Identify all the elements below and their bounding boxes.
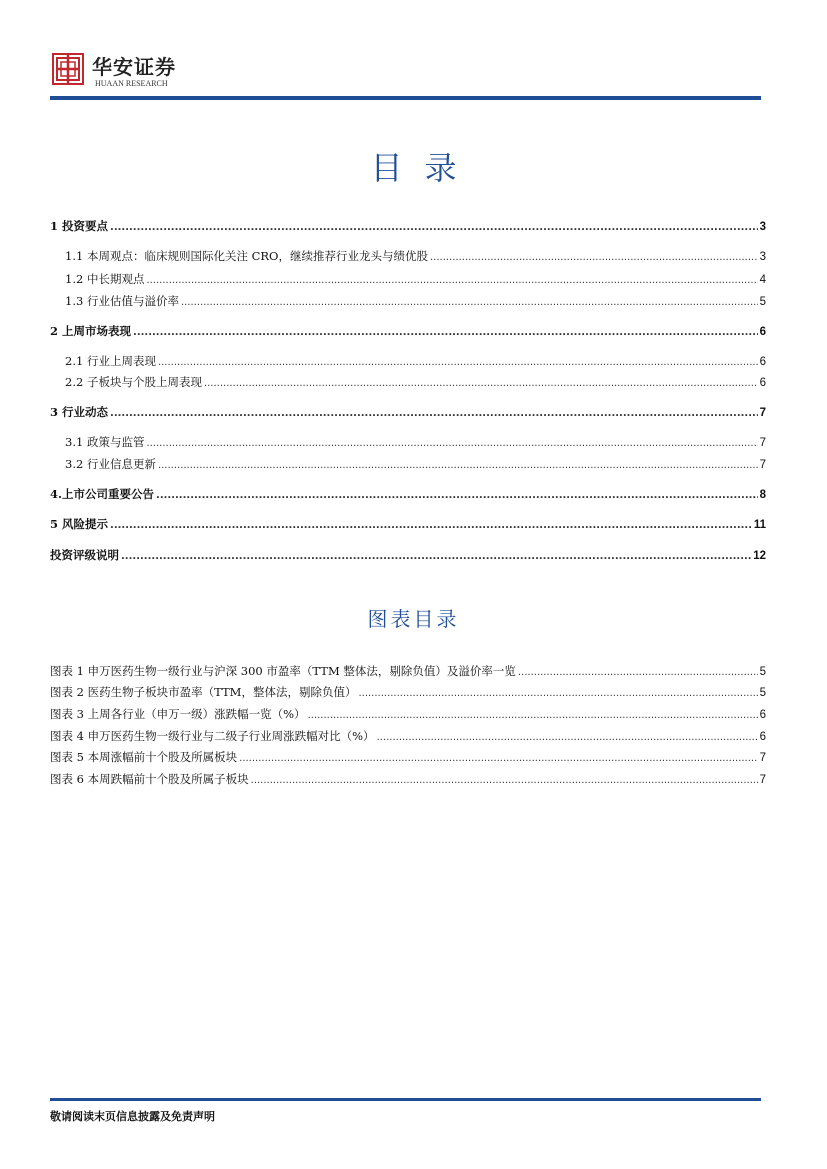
dot-leader (358, 686, 757, 702)
brand-name-cn: 华安证券 (92, 55, 176, 79)
figure-entry-page: 6 (759, 709, 766, 721)
dot-leader (251, 773, 758, 789)
dot-leader (146, 436, 757, 452)
dot-leader (156, 488, 758, 504)
dot-leader (110, 518, 752, 534)
figure-entry[interactable] (50, 749, 766, 765)
dot-leader (181, 295, 758, 311)
footer-divider (50, 1098, 761, 1101)
toc-entry[interactable] (65, 456, 766, 472)
toc-entry-page: 7 (759, 437, 766, 449)
toc-entry-page: 3 (759, 221, 766, 233)
dot-leader (158, 458, 758, 474)
toc-entry[interactable] (65, 374, 766, 390)
page-title: 目录 (370, 149, 479, 187)
toc-entry-label: 2.2 子板块与个股上周表现 (65, 375, 202, 389)
toc-entry[interactable] (50, 404, 766, 420)
dot-leader (430, 250, 758, 266)
figure-entry[interactable] (50, 771, 766, 787)
huaan-logo-icon (52, 53, 84, 85)
toc-entry[interactable] (65, 248, 766, 264)
figure-entry[interactable] (50, 684, 766, 700)
disclaimer-note: 敬请阅读末页信息披露及免责声明 (50, 1110, 215, 1123)
dot-leader (518, 665, 758, 681)
toc-entry-page: 8 (759, 489, 766, 501)
figure-entry-label: 图表 3 上周各行业（申万一级）涨跌幅一览（%） (50, 707, 306, 721)
toc-entry-label: 2 上周市场表现 (50, 324, 132, 338)
figure-entry-label: 图表 1 申万医药生物一级行业与沪深 300 市盈率（TTM 整体法，剔除负值）及溢价率一览 (50, 664, 516, 678)
toc-entry-label: 1 投资要点 (50, 219, 109, 233)
toc-entry-label: 1.2 中长期观点 (65, 272, 145, 286)
dot-leader (146, 273, 757, 289)
dot-leader (110, 220, 758, 236)
toc-entry-page: 4 (759, 274, 766, 286)
toc-entry[interactable] (65, 293, 766, 309)
toc-entry-page: 6 (759, 377, 766, 389)
toc-entry[interactable] (50, 323, 766, 339)
figure-entry-page: 7 (759, 752, 766, 764)
toc-entry-label: 4.上市公司重要公告 (50, 487, 155, 501)
toc-entry-page: 7 (759, 407, 766, 419)
figure-entry-page: 7 (759, 774, 766, 786)
figure-entry-page: 5 (759, 687, 766, 699)
toc-entry-label: 5 风险提示 (50, 517, 109, 531)
toc-entry-page: 7 (759, 459, 766, 471)
dot-leader (377, 730, 758, 746)
dot-leader (158, 355, 758, 371)
header-divider (50, 96, 761, 100)
toc-entry-page: 5 (759, 296, 766, 308)
figure-entry-label: 图表 5 本周涨幅前十个股及所属板块 (50, 750, 238, 764)
toc-entry-label: 3.1 政策与监管 (65, 435, 145, 449)
figure-entry[interactable] (50, 706, 766, 722)
dot-leader (110, 406, 758, 422)
toc-entry-label: 投资评级说明 (50, 548, 119, 562)
figure-entry[interactable] (50, 663, 766, 679)
figures-title: 图表目录 (367, 607, 460, 631)
dot-leader (204, 376, 758, 392)
figure-entry-label: 图表 6 本周跌幅前十个股及所属子板块 (50, 772, 249, 786)
toc-entry-label: 1.1 本周观点：临床规则国际化关注 CRO，继续推荐行业龙头与绩优股 (65, 249, 428, 263)
figure-entry-page: 5 (759, 666, 766, 678)
toc-entry[interactable] (65, 434, 766, 450)
toc-entry[interactable] (50, 547, 766, 563)
dot-leader (121, 549, 751, 565)
toc-entry-label: 3.2 行业信息更新 (65, 457, 156, 471)
brand-name-en: HUAAN RESEARCH (95, 79, 168, 88)
toc-entry-page: 12 (753, 550, 766, 562)
toc-entry-page: 6 (759, 356, 766, 368)
toc-entry[interactable] (50, 218, 766, 234)
toc-entry-page: 11 (753, 519, 766, 531)
toc-entry[interactable] (65, 353, 766, 369)
dot-leader (239, 751, 757, 767)
figure-entry-page: 6 (759, 731, 766, 743)
toc-entry[interactable] (50, 516, 766, 532)
figure-entry[interactable] (50, 728, 766, 744)
toc-entry-label: 2.1 行业上周表现 (65, 354, 156, 368)
toc-entry[interactable] (50, 486, 766, 502)
figure-entry-label: 图表 4 申万医药生物一级行业与二级子行业周涨跌幅对比（%） (50, 729, 375, 743)
dot-leader (308, 708, 758, 724)
toc-entry[interactable] (65, 271, 766, 287)
toc-entry-label: 1.3 行业估值与溢价率 (65, 294, 179, 308)
figure-entry-label: 图表 2 医药生物子板块市盈率（TTM，整体法，剔除负值） (50, 685, 357, 699)
toc-entry-page: 3 (759, 251, 766, 263)
toc-entry-page: 6 (759, 326, 766, 338)
toc-entry-label: 3 行业动态 (50, 405, 109, 419)
dot-leader (133, 325, 758, 341)
